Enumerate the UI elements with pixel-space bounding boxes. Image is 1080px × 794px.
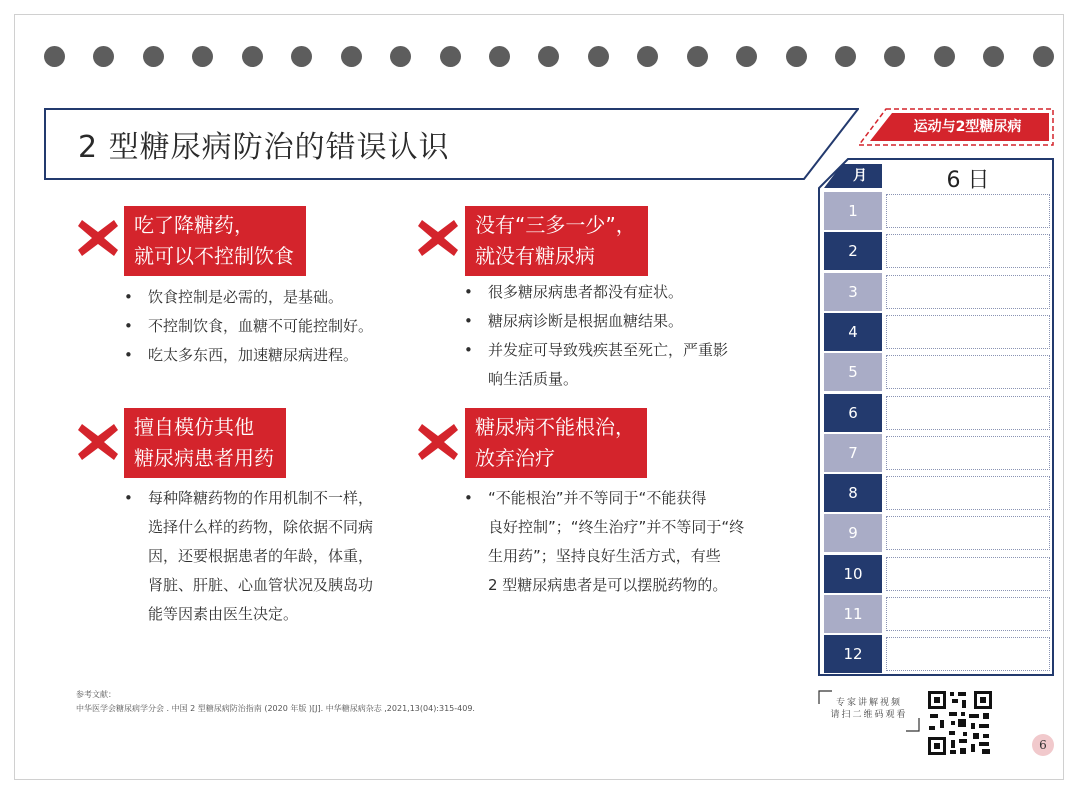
point-continuation: 响生活质量。	[488, 370, 579, 388]
page-title: 2 型糖尿病防治的错误认识	[78, 130, 450, 165]
binder-hole	[44, 46, 65, 67]
calendar-row-number: 9	[824, 514, 882, 552]
binder-hole	[637, 46, 658, 67]
qr-caption-line: 请扫二维码观看	[830, 710, 908, 720]
calendar-day-label: 6 日	[946, 168, 990, 193]
calendar-row-number: 6	[824, 394, 882, 432]
qr-caption	[828, 697, 910, 721]
myth-headline-4	[465, 408, 647, 478]
point-continuation: 肾脏、肝脏、心血管状况及胰岛功	[148, 576, 374, 594]
cross-icon	[76, 420, 120, 464]
myth-points-1	[122, 283, 373, 370]
references	[76, 688, 475, 716]
calendar-row-number: 8	[824, 474, 882, 512]
calendar-entry-cell[interactable]	[886, 194, 1050, 228]
headline-line: 就可以不控制饮食	[134, 244, 294, 268]
qr-code[interactable]	[927, 690, 993, 756]
topic-tag: 运动与2型糖尿病	[913, 119, 1022, 135]
binder-hole	[1033, 46, 1054, 67]
myth-headline-2	[465, 206, 648, 276]
calendar-entry-cell[interactable]	[886, 355, 1050, 389]
myth-points-2	[462, 278, 728, 394]
qr-caption-line: 专家讲解视频	[835, 698, 902, 708]
headline-line: 就没有糖尿病	[475, 244, 595, 268]
binder-hole	[192, 46, 213, 67]
myth-points-3	[122, 484, 373, 629]
point-item: • 糖尿病诊断是根据血糖结果。	[462, 307, 728, 336]
point-item: • “不能根治”并不等同于“不能获得	[462, 484, 744, 513]
binder-hole	[934, 46, 955, 67]
calendar-entry-cell[interactable]	[886, 234, 1050, 268]
point-item: • 吃太多东西，加速糖尿病进程。	[122, 341, 373, 370]
point-item: • 饮食控制是必需的，是基础。	[122, 283, 373, 312]
calendar-entry-cell[interactable]	[886, 436, 1050, 470]
point-continuation: 2 型糖尿病患者是可以摆脱药物的。	[488, 576, 728, 594]
calendar-row-number: 10	[824, 555, 882, 593]
binder-hole	[440, 46, 461, 67]
point-continuation: 生用药”；坚持良好生活方式，有些	[488, 547, 721, 565]
headline-line: 糖尿病患者用药	[134, 446, 274, 470]
myth-points-4	[462, 484, 744, 600]
binder-hole	[983, 46, 1004, 67]
headline-line: 擅自模仿其他	[134, 415, 254, 439]
point-item: • 很多糖尿病患者都没有症状。	[462, 278, 728, 307]
binder-hole	[786, 46, 807, 67]
binder-hole	[687, 46, 708, 67]
point-item: • 不控制饮食，血糖不可能控制好。	[122, 312, 373, 341]
calendar-entry-cell[interactable]	[886, 557, 1050, 591]
calendar-entry-cell[interactable]	[886, 275, 1050, 309]
binder-hole	[93, 46, 114, 67]
myth-headline-3	[124, 408, 286, 478]
calendar-row-number: 4	[824, 313, 882, 351]
calendar-row-number: 5	[824, 353, 882, 391]
binder-hole	[588, 46, 609, 67]
calendar-row-number: 3	[824, 273, 882, 311]
point-continuation: 选择什么样的药物，除依据不同病	[148, 518, 374, 536]
calendar-entry-cell[interactable]	[886, 637, 1050, 671]
binder-hole	[242, 46, 263, 67]
point-item: • 并发症可导致残疾甚至死亡，严重影	[462, 336, 728, 365]
headline-line: 放弃治疗	[475, 446, 555, 470]
headline-line: 没有“三多一少”，	[475, 213, 636, 237]
point-continuation: 因，还要根据患者的年龄，体重，	[148, 547, 374, 565]
calendar-row-number: 12	[824, 635, 882, 673]
headline-line: 糖尿病不能根治，	[475, 415, 635, 439]
calendar-row-number: 7	[824, 434, 882, 472]
binder-hole	[341, 46, 362, 67]
point-continuation: 能等因素由医生决定。	[148, 605, 299, 623]
calendar-month-label: 月	[853, 168, 867, 184]
calendar-row-number: 2	[824, 232, 882, 270]
binder-hole	[884, 46, 905, 67]
calendar-entry-cell[interactable]	[886, 476, 1050, 510]
references-label: 参考文献：	[76, 690, 116, 699]
headline-line: 吃了降糖药，	[134, 213, 254, 237]
cross-icon	[76, 216, 120, 260]
binder-hole	[390, 46, 411, 67]
cross-icon	[416, 216, 460, 260]
calendar-row-number: 11	[824, 595, 882, 633]
binder-hole	[835, 46, 856, 67]
binder-hole	[291, 46, 312, 67]
binder-holes	[44, 46, 1054, 70]
calendar-row-number: 1	[824, 192, 882, 230]
binder-hole	[489, 46, 510, 67]
binder-hole	[736, 46, 757, 67]
calendar-entry-cell[interactable]	[886, 396, 1050, 430]
page-number: 6	[1032, 734, 1054, 756]
point-continuation: 良好控制”；“终生治疗”并不等同于“终	[488, 518, 745, 536]
binder-hole	[538, 46, 559, 67]
cross-icon	[416, 420, 460, 464]
point-item: • 每种降糖药物的作用机制不一样，	[122, 484, 373, 513]
references-text: 中华医学会糖尿病学分会 . 中国 2 型糖尿病防治指南 (2020 年版 )[J]. 中华糖尿病杂志 ,2021,13(04):315-409.	[76, 704, 475, 713]
calendar-entry-cell[interactable]	[886, 315, 1050, 349]
calendar-entry-cell[interactable]	[886, 597, 1050, 631]
myth-headline-1	[124, 206, 306, 276]
calendar-entry-cell[interactable]	[886, 516, 1050, 550]
binder-hole	[143, 46, 164, 67]
